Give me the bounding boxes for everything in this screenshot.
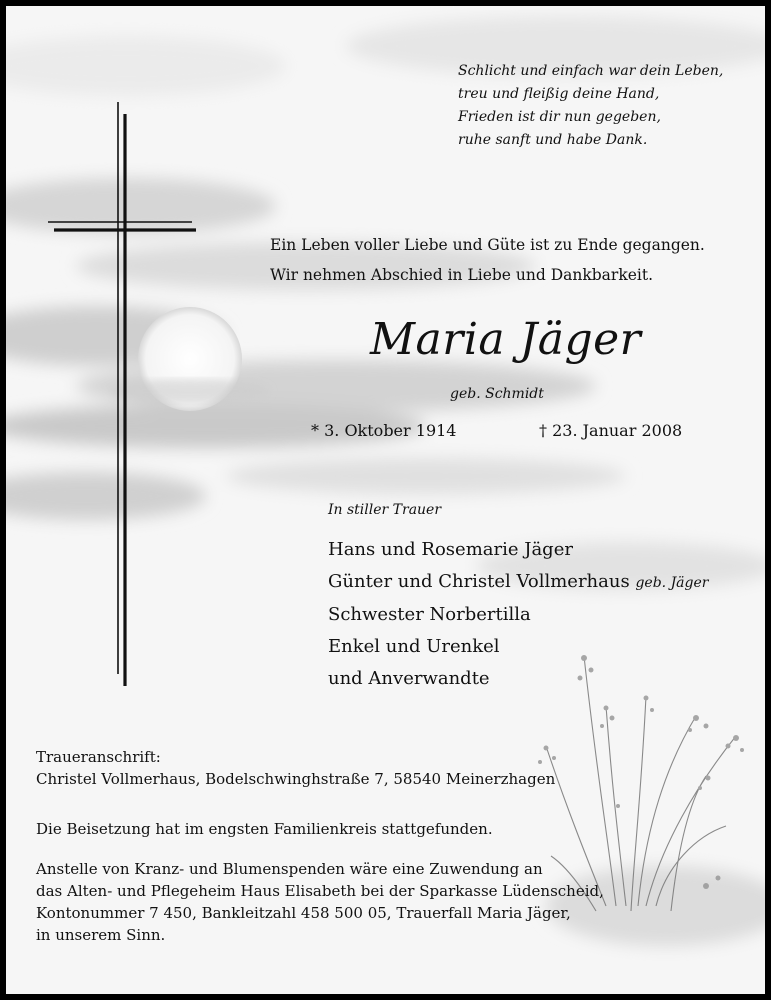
birth-date: * 3. Oktober 1914 bbox=[311, 421, 457, 440]
deceased-name: Maria Jäger bbox=[370, 314, 642, 365]
intro-line: Wir nehmen Abschied in Liebe und Dankbarkeit. bbox=[270, 266, 654, 284]
maiden-name: geb. Schmidt bbox=[450, 386, 544, 402]
mourner-line bbox=[328, 534, 708, 566]
poem-line: ruhe sanft und habe Dank. bbox=[458, 132, 648, 148]
intro-text bbox=[270, 230, 705, 290]
burial-note: Die Beisetzung hat im engsten Familienkreis stattgefunden. bbox=[36, 820, 493, 838]
mourner-name: Schwester Norbertilla bbox=[328, 604, 531, 625]
death-date: † 23. Januar 2008 bbox=[539, 421, 683, 440]
intro-line: Ein Leben voller Liebe und Güte ist zu Ende gegangen. bbox=[270, 236, 705, 254]
donation-note bbox=[36, 858, 604, 946]
donation-line: das Alten- und Pflegeheim Haus Elisabeth bei der Sparkasse Lüdenscheid, bbox=[36, 882, 604, 900]
mourning-label: In stiller Trauer bbox=[328, 502, 442, 518]
poem bbox=[458, 60, 723, 152]
poem-line: Frieden ist dir nun gegeben, bbox=[458, 109, 661, 125]
mourner-name: Günter und Christel Vollmerhaus bbox=[328, 571, 630, 592]
mourner-name: und Anverwandte bbox=[328, 668, 490, 689]
address-label: Traueranschrift: bbox=[36, 748, 161, 766]
donation-line: in unserem Sinn. bbox=[36, 926, 166, 944]
address-line: Christel Vollmerhaus, Bodelschwinghstraße 7, 58540 Meinerzhagen bbox=[36, 770, 556, 788]
mourner-line bbox=[328, 599, 708, 631]
donation-line: Anstelle von Kranz- und Blumenspenden wäre eine Zuwendung an bbox=[36, 860, 543, 878]
mourner-name: Hans und Rosemarie Jäger bbox=[328, 539, 573, 560]
cloud-mist bbox=[6, 16, 765, 946]
mourner-maiden-name: geb. Jäger bbox=[635, 575, 709, 591]
mourner-line bbox=[328, 631, 708, 663]
poem-line: treu und fleißig deine Hand, bbox=[458, 86, 660, 102]
obituary-notice bbox=[6, 6, 765, 994]
mourner-line bbox=[328, 663, 708, 695]
mourning-address bbox=[36, 746, 555, 790]
donation-line: Kontonummer 7 450, Bankleitzahl 458 500 05, Trauerfall Maria Jäger, bbox=[36, 904, 571, 922]
poem-line: Schlicht und einfach war dein Leben, bbox=[458, 63, 724, 79]
mourner-line bbox=[328, 566, 708, 599]
background-scene bbox=[6, 6, 765, 994]
mourners-list bbox=[328, 534, 708, 695]
mourner-name: Enkel und Urenkel bbox=[328, 636, 500, 657]
